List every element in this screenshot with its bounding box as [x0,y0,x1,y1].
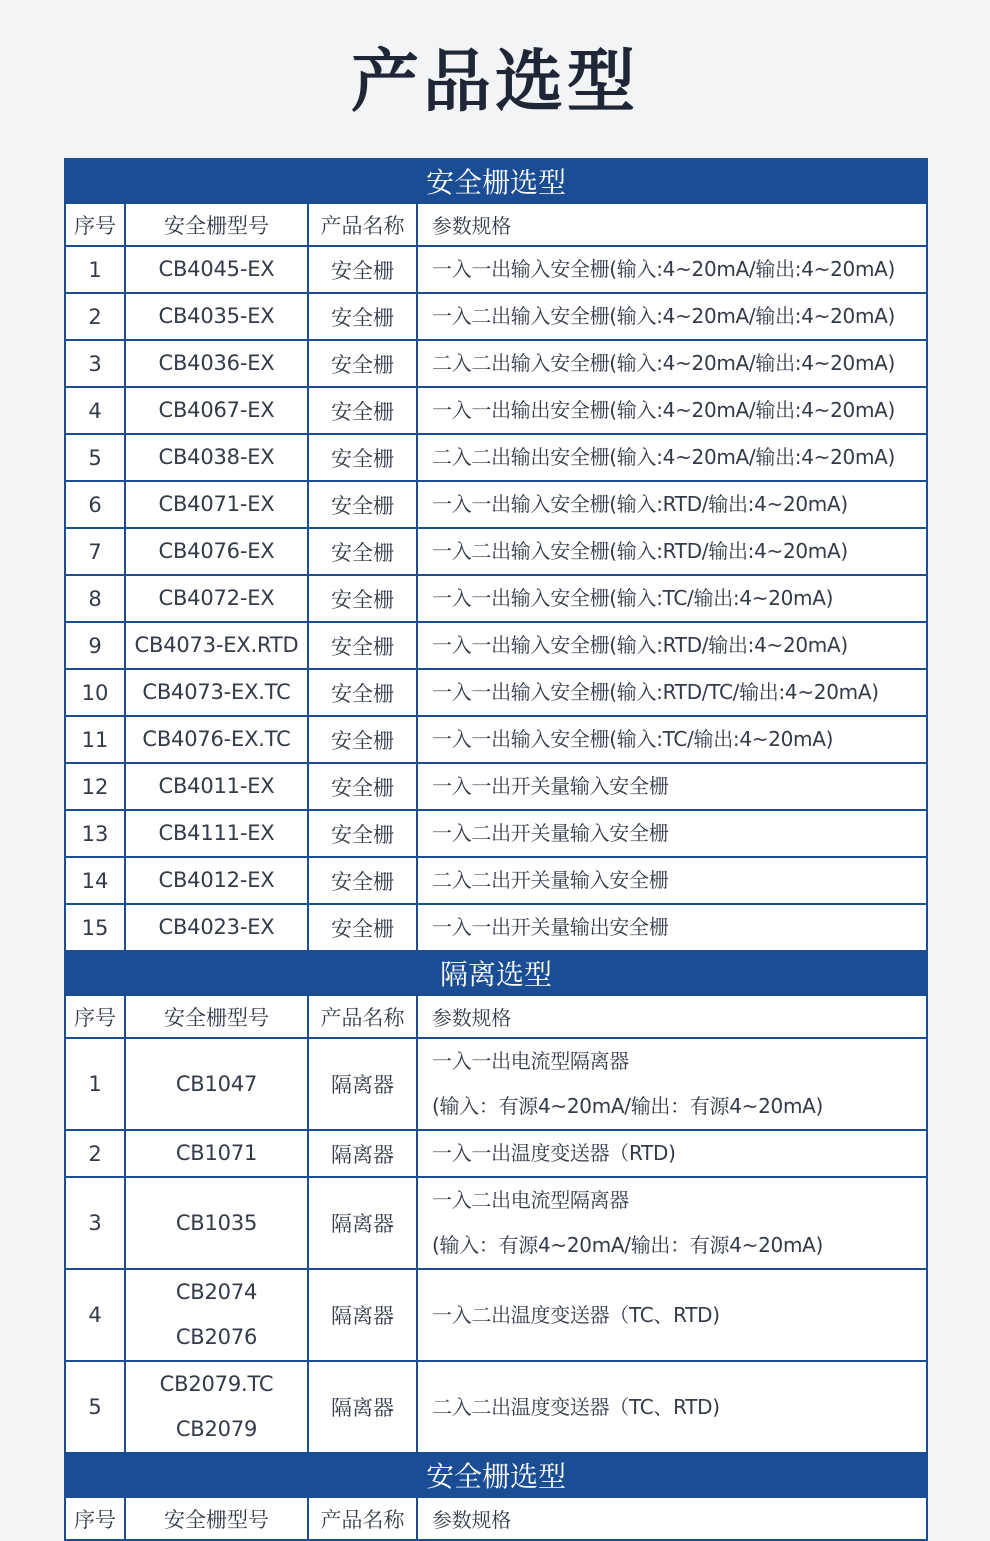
column-header: 安全栅型号 [125,995,308,1038]
table-row [65,857,927,904]
parameter-spec [417,575,927,622]
product-name: 隔离器 [308,1269,417,1361]
parameter-spec [417,1038,927,1130]
table-row [65,575,927,622]
product-name: 安全栅 [308,716,417,763]
parameter-spec-line: 一入一出输出安全栅(输入:4~20mA/输出:4~20mA) [432,398,896,422]
model-number-line: CB4111-EX [158,821,275,845]
product-name: 安全栅 [308,904,417,951]
model-number [125,528,308,575]
model-number [125,387,308,434]
page-title: 产品选型 [350,43,639,122]
parameter-spec-line: (输入：有源4~20mA/输出：有源4~20mA) [432,1094,824,1118]
table-row [65,904,927,951]
parameter-spec-line: 一入二出温度变送器（TC、RTD) [432,1302,720,1327]
model-number-line: CB2079 [175,1417,258,1441]
parameter-spec-line: 二入二出开关量输入安全栅 [432,868,669,892]
model-number [125,1177,308,1269]
model-number [125,1269,308,1361]
product-name: 隔离器 [308,1361,417,1453]
product-name: 隔离器 [308,1130,417,1177]
model-number [125,1130,308,1177]
product-name: 安全栅 [308,293,417,340]
parameter-spec [417,716,927,763]
column-header: 安全栅型号 [125,1497,308,1540]
model-number-line: CB2079.TC [159,1372,274,1396]
table-row [65,1361,927,1453]
column-header: 产品名称 [308,1497,417,1540]
table-row [65,481,927,528]
column-header: 安全栅型号 [125,203,308,246]
parameter-spec [417,387,927,434]
column-header-row [65,995,927,1038]
row-number: 3 [65,340,125,387]
parameter-spec [417,1177,927,1269]
parameter-spec [417,857,927,904]
parameter-spec-line: 一入二出输入安全栅(输入:RTD/输出:4~20mA) [432,539,848,563]
row-number: 15 [65,904,125,951]
parameter-spec [417,1269,927,1361]
parameter-spec-line: 一入一出开关量输出安全栅 [432,915,669,939]
column-header: 产品名称 [308,203,417,246]
model-number-line: CB1047 [175,1071,258,1096]
column-header: 序号 [65,203,125,246]
model-number-line: CB4023-EX [158,915,275,939]
table-row [65,340,927,387]
model-number-line: CB4073-EX.TC [142,680,291,704]
product-name: 安全栅 [308,622,417,669]
product-name: 安全栅 [308,857,417,904]
model-number [125,340,308,387]
model-number-line: CB2076 [175,1325,258,1349]
table-row [65,1269,927,1361]
parameter-spec [417,622,927,669]
parameter-spec-line: 一入一出输入安全栅(输入:RTD/输出:4~20mA) [432,633,848,657]
column-header: 参数规格 [417,995,927,1038]
row-number: 14 [65,857,125,904]
model-number [125,810,308,857]
parameter-spec-line: (输入：有源4~20mA/输出：有源4~20mA) [432,1233,824,1257]
parameter-spec-line: 一入一出开关量输入安全栅 [432,774,669,798]
parameter-spec-line: 一入一出输入安全栅(输入:RTD/TC/输出:4~20mA) [432,680,879,704]
table-row [65,810,927,857]
column-header: 序号 [65,995,125,1038]
table-row [65,246,927,293]
product-name: 安全栅 [308,528,417,575]
row-number: 6 [65,481,125,528]
parameter-spec [417,669,927,716]
model-number-line: CB4045-EX [158,257,275,281]
model-number-line: CB2074 [175,1280,258,1304]
parameter-spec [417,434,927,481]
parameter-spec-line: 一入一出输入安全栅(输入:4~20mA/输出:4~20mA) [432,257,896,281]
row-number: 11 [65,716,125,763]
row-number: 2 [65,293,125,340]
parameter-spec [417,1130,927,1177]
row-number: 10 [65,669,125,716]
product-name: 安全栅 [308,810,417,857]
product-name: 隔离器 [308,1038,417,1130]
parameter-spec [417,763,927,810]
model-number-line: CB4076-EX.TC [142,727,291,751]
row-number: 4 [65,1269,125,1361]
row-number: 5 [65,434,125,481]
section-header [65,159,927,203]
parameter-spec [417,481,927,528]
section-header [65,951,927,995]
parameter-spec-line: 一入一出输入安全栅(输入:TC/输出:4~20mA) [432,586,834,610]
parameter-spec-line: 一入一出温度变送器（RTD) [432,1141,676,1165]
table-row [65,387,927,434]
product-name: 安全栅 [308,763,417,810]
parameter-spec [417,340,927,387]
parameter-spec-line: 二入二出输入安全栅(输入:4~20mA/输出:4~20mA) [432,351,896,375]
row-number: 4 [65,387,125,434]
row-number: 8 [65,575,125,622]
row-number: 13 [65,810,125,857]
row-number: 5 [65,1361,125,1453]
row-number: 7 [65,528,125,575]
table-row [65,1038,927,1130]
product-name: 安全栅 [308,481,417,528]
table-row [65,1177,927,1269]
model-number [125,293,308,340]
parameter-spec-line: 一入一出输入安全栅(输入:RTD/输出:4~20mA) [432,492,848,516]
model-number [125,763,308,810]
parameter-spec [417,246,927,293]
column-header-row [65,203,927,246]
parameter-spec [417,810,927,857]
section-title: 安全栅选型 [65,159,927,203]
row-number: 9 [65,622,125,669]
column-header-row [65,1497,927,1540]
parameter-spec [417,528,927,575]
model-number-line: CB4071-EX [158,492,275,516]
section-title: 安全栅选型 [65,1453,927,1497]
column-header: 产品名称 [308,995,417,1038]
model-number [125,1361,308,1453]
model-number-line: CB4012-EX [158,868,275,892]
parameter-spec [417,293,927,340]
row-number: 3 [65,1177,125,1269]
product-name: 安全栅 [308,575,417,622]
parameter-spec [417,1361,927,1453]
model-number [125,669,308,716]
model-number-line: CB4076-EX [158,539,275,563]
parameter-spec-line: 二入二出输出安全栅(输入:4~20mA/输出:4~20mA) [432,445,896,469]
model-number-line: CB1035 [175,1210,258,1235]
table-row [65,622,927,669]
table-row [65,763,927,810]
parameter-spec [417,904,927,951]
table-row [65,1130,927,1177]
model-number [125,622,308,669]
model-number [125,434,308,481]
parameter-spec-line: 一入一出输入安全栅(输入:TC/输出:4~20mA) [432,727,834,751]
model-number [125,246,308,293]
column-header: 序号 [65,1497,125,1540]
product-name: 安全栅 [308,246,417,293]
model-number-line: CB4036-EX [158,351,275,375]
parameter-spec-line: 一入二出电流型隔离器 [432,1188,629,1212]
product-name: 安全栅 [308,340,417,387]
table-row [65,716,927,763]
product-name: 安全栅 [308,387,417,434]
parameter-spec-line: 一入二出输入安全栅(输入:4~20mA/输出:4~20mA) [432,304,896,328]
product-selection-table [64,158,926,1541]
column-header: 参数规格 [417,1497,927,1540]
product-name: 隔离器 [308,1177,417,1269]
model-number [125,1038,308,1130]
row-number: 1 [65,246,125,293]
table-row [65,528,927,575]
model-number-line: CB4072-EX [158,586,275,610]
model-number [125,481,308,528]
model-number [125,716,308,763]
section-header [65,1453,927,1497]
section-title: 隔离选型 [65,951,927,995]
table-row [65,434,927,481]
parameter-spec-line: 一入二出开关量输入安全栅 [432,821,669,845]
model-number [125,904,308,951]
column-header: 参数规格 [417,203,927,246]
row-number: 2 [65,1130,125,1177]
model-number [125,857,308,904]
row-number: 12 [65,763,125,810]
row-number: 1 [65,1038,125,1130]
model-number [125,575,308,622]
model-number-line: CB4011-EX [158,774,275,798]
product-name: 安全栅 [308,669,417,716]
product-name: 安全栅 [308,434,417,481]
model-number-line: CB1071 [175,1141,258,1165]
parameter-spec-line: 二入二出温度变送器（TC、RTD) [432,1394,720,1419]
model-number-line: CB4038-EX [158,445,275,469]
model-number-line: CB4067-EX [158,398,275,422]
parameter-spec-line: 一入一出电流型隔离器 [432,1049,629,1073]
table-row [65,669,927,716]
model-number-line: CB4035-EX [158,304,275,328]
table-row [65,293,927,340]
model-number-line: CB4073-EX.RTD [134,633,299,657]
